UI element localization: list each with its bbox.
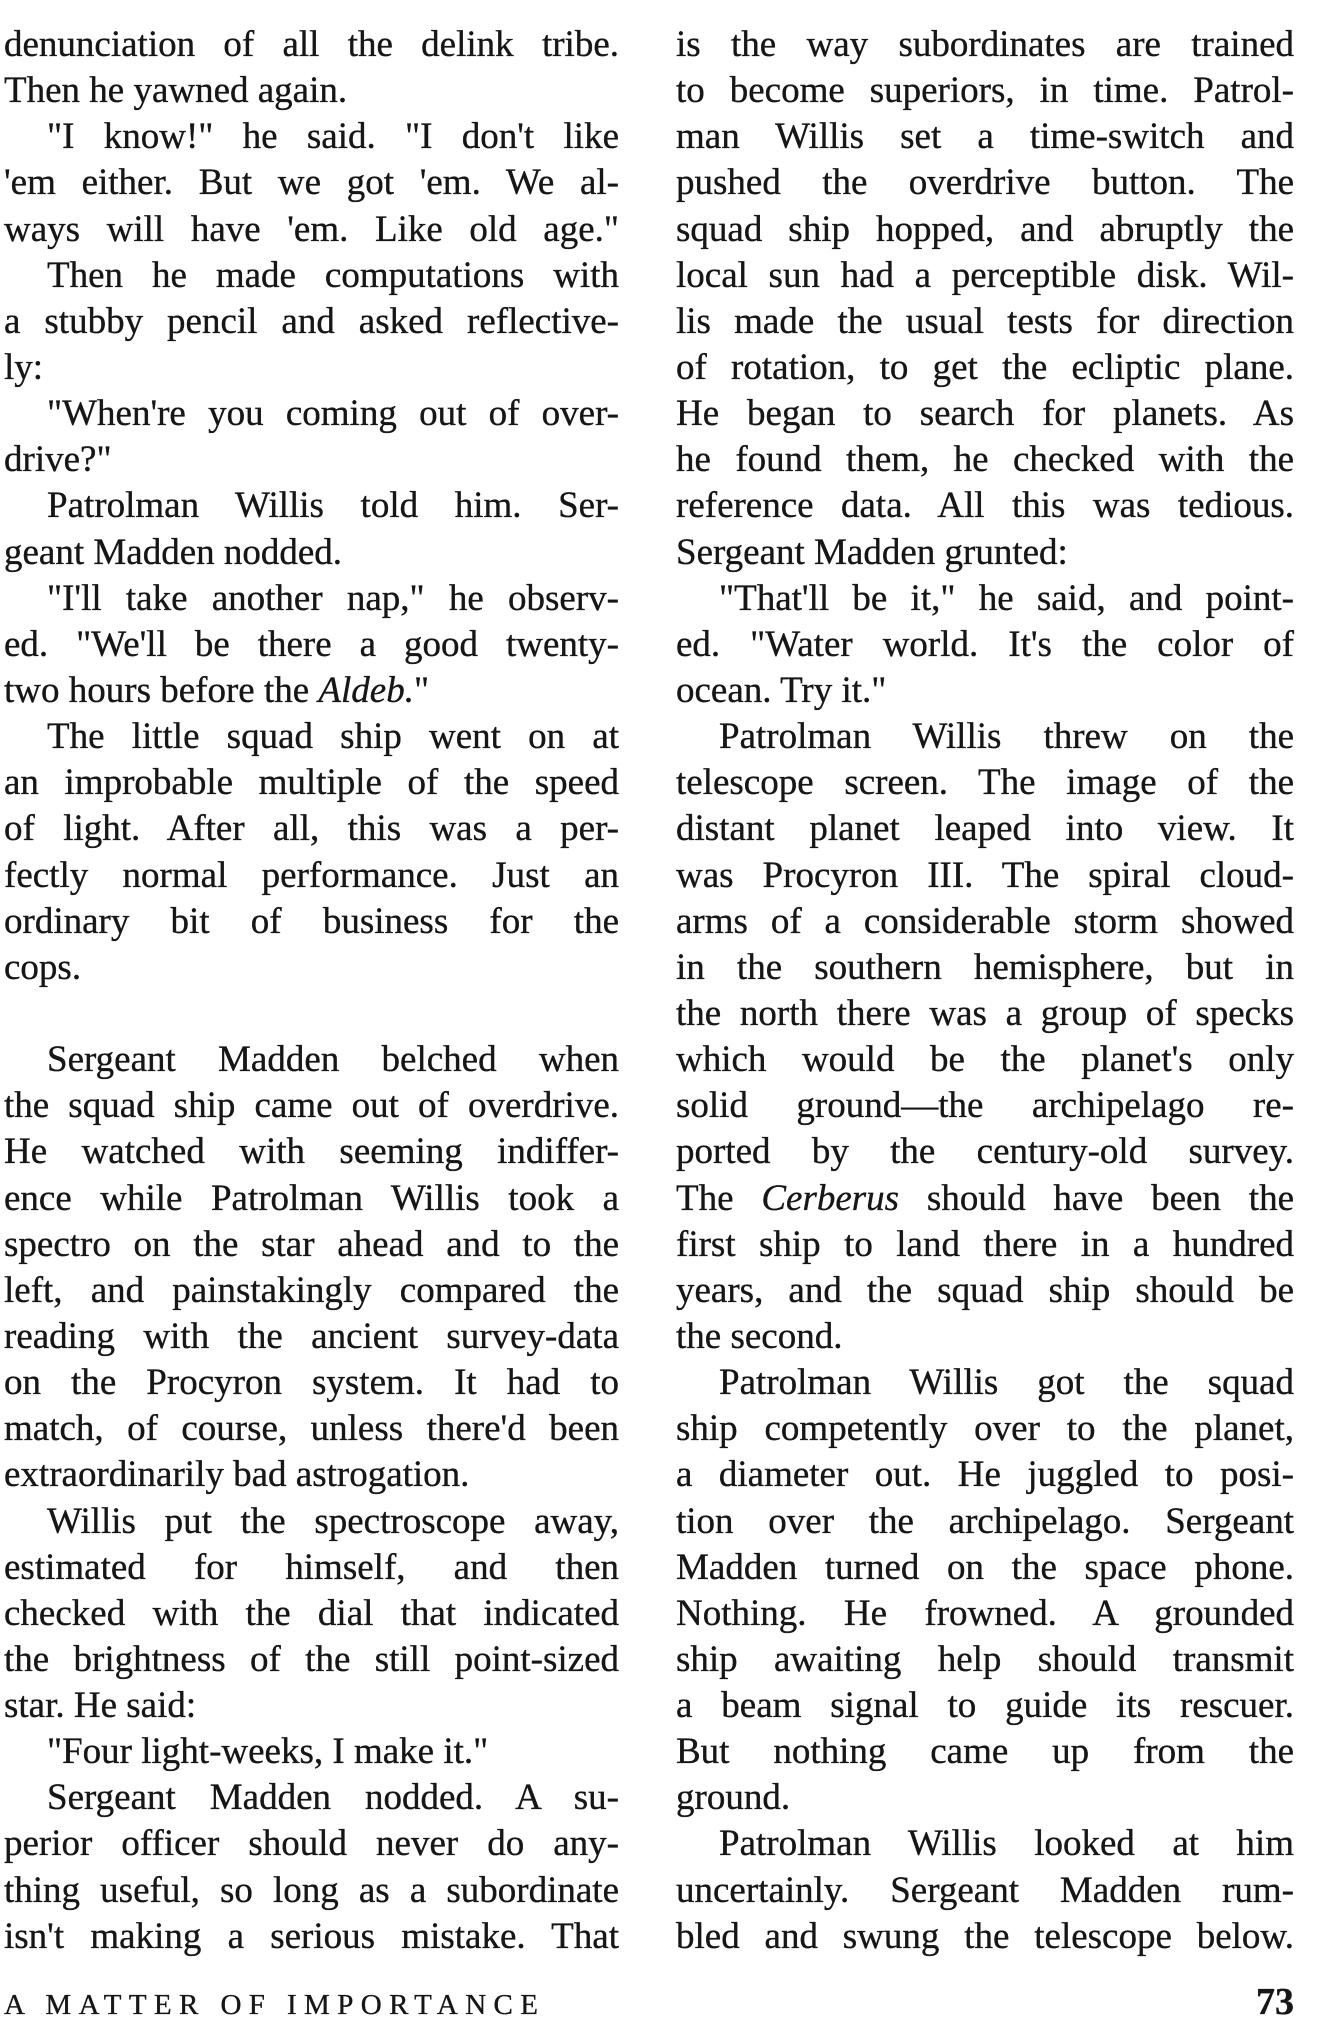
italic-ship-name: Cerberus [761, 1177, 900, 1219]
page-footer [4, 1983, 1294, 2021]
text-line: bled and swung the telescope below. [676, 1915, 1294, 1957]
text-line: of light. After all, this was a per- [4, 808, 619, 850]
text-line: pushed the overdrive button. The [676, 162, 1294, 204]
text-line: isn't making a serious mistake. That [4, 1915, 619, 1957]
left-column [4, 22, 619, 1960]
text-line: distant planet leaped into view. It [676, 808, 1294, 850]
right-column [676, 22, 1294, 1960]
text-line: Then he made computations with [47, 254, 619, 296]
text-line: "I'll take another nap," he observ- [47, 577, 619, 619]
paragraph [4, 1729, 619, 1775]
text-line: in the southern hemisphere, but in [676, 946, 1294, 988]
text-line: the brightness of the still point-sized [4, 1638, 619, 1680]
text-line: spectro on the star ahead and to the [4, 1223, 619, 1265]
section-break [4, 991, 619, 1037]
text-line: checked with the dial that indicated [4, 1592, 619, 1634]
paragraph [676, 22, 1294, 576]
paragraph [676, 714, 1294, 1360]
text-line: estimated for himself, and then [4, 1546, 619, 1588]
text-line: local sun had a perceptible disk. Wil- [676, 254, 1294, 296]
text-line: the squad ship came out of overdrive. [4, 1085, 619, 1127]
text-line: to become superiors, in time. Patrol- [676, 70, 1294, 112]
text-line: lis made the usual tests for direction [676, 300, 1294, 342]
text-line: uncertainly. Sergeant Madden rum- [676, 1869, 1294, 1911]
text-line: He watched with seeming indiffer- [4, 1131, 619, 1173]
text-line: ed. "We'll be there a good twenty- [4, 623, 619, 665]
text-run: should have been the [899, 1177, 1294, 1219]
paragraph [676, 1360, 1294, 1821]
paragraph [4, 22, 619, 114]
text-line: was Procyron III. The spiral cloud- [676, 854, 1294, 896]
text-line: a stubby pencil and asked reflective- [4, 300, 619, 342]
paragraph [4, 714, 619, 991]
text-line: "I know!" he said. "I don't like [47, 116, 619, 158]
text-line: ways will have 'em. Like old age." [4, 208, 619, 250]
text-line: the north there was a group of specks [676, 992, 1294, 1034]
text-line: telescope screen. The image of the [676, 762, 1294, 804]
text-line: years, and the squad ship should be [676, 1269, 1294, 1311]
text-line: perior officer should never do any- [4, 1823, 619, 1865]
paragraph [4, 1499, 619, 1730]
paragraph [4, 576, 619, 714]
paragraph [4, 253, 619, 391]
text-line: Madden turned on the space phone. [676, 1546, 1294, 1588]
text-line: extraordinarily bad astrogation. [4, 1454, 470, 1496]
text-line: an improbable multiple of the speed [4, 762, 619, 804]
text-line: Patrolman Willis got the squad [719, 1362, 1294, 1404]
text-line: a beam signal to guide its rescuer. [676, 1685, 1294, 1727]
text-line: "Four light-weeks, I make it." [47, 1731, 489, 1773]
text-line: Patrolman Willis threw on the [719, 716, 1294, 758]
text-line: Sergeant Madden nodded. A su- [47, 1777, 619, 1819]
text-line: arms of a considerable storm showed [676, 900, 1294, 942]
text-line: reading with the ancient survey-data [4, 1315, 619, 1357]
text-line: a diameter out. He juggled to posi- [676, 1454, 1294, 1496]
text-line: ship awaiting help should transmit [676, 1638, 1294, 1680]
text-line: left, and painstakingly compared the [4, 1269, 619, 1311]
paragraph [4, 483, 619, 575]
text-line: cops. [4, 946, 82, 988]
text-line: drive?" [4, 439, 112, 481]
text-line: man Willis set a time-switch and [676, 116, 1294, 158]
text-line: denunciation of all the delink tribe. [4, 24, 619, 65]
text-run: " [413, 669, 430, 711]
text-line: squad ship hopped, and abruptly the [676, 208, 1294, 250]
text-line: ocean. Try it." [676, 669, 887, 711]
text-line: Sergeant Madden grunted: [676, 531, 1068, 573]
text-run: two hours before the [4, 669, 319, 711]
text-line: is the way subordinates are trained [676, 24, 1294, 65]
paragraph [4, 391, 619, 483]
text-line: the second. [676, 1315, 843, 1357]
text-line: Willis put the spectroscope away, [47, 1500, 619, 1542]
text-line: ship competently over to the planet, [676, 1408, 1294, 1450]
text-line: Then he yawned again. [4, 70, 348, 112]
text-line: ported by the century-old survey. [676, 1131, 1294, 1173]
text-line [4, 668, 619, 714]
text-line: 'em either. But we got 'em. We al- [4, 162, 619, 204]
text-line: He began to search for planets. As [676, 393, 1294, 435]
text-line: "That'll be it," he said, and point- [719, 577, 1294, 619]
text-line: which would be the planet's only [676, 1039, 1294, 1081]
paragraph [4, 1775, 619, 1960]
running-title: A MATTER OF IMPORTANCE [4, 1989, 546, 2021]
text-line: ground. [676, 1777, 791, 1819]
text-line: reference data. All this was tedious. [676, 485, 1294, 527]
text-line [676, 1176, 1294, 1222]
text-line: match, of course, unless there'd been [4, 1408, 619, 1450]
text-line: first ship to land there in a hundred [676, 1223, 1294, 1265]
page-number: 73 [1256, 1981, 1294, 2023]
text-line: "When're you coming out of over- [47, 393, 619, 435]
text-line: geant Madden nodded. [4, 531, 343, 573]
text-line: thing useful, so long as a subordinate [4, 1869, 619, 1911]
text-line: ed. "Water world. It's the color of [676, 623, 1294, 665]
text-line: Patrolman Willis looked at him [719, 1823, 1294, 1865]
text-run: The [676, 1177, 762, 1219]
paragraph [676, 1821, 1294, 1959]
text-line: Patrolman Willis told him. Ser- [47, 485, 619, 527]
text-line: The little squad ship went on at [47, 716, 619, 758]
text-line: fectly normal performance. Just an [4, 854, 619, 896]
paragraph [676, 576, 1294, 714]
text-line: tion over the archipelago. Sergeant [676, 1500, 1294, 1542]
text-line: solid ground—the archipelago re- [676, 1085, 1294, 1127]
text-line: ence while Patrolman Willis took a [4, 1177, 619, 1219]
text-line: Nothing. He frowned. A grounded [676, 1592, 1294, 1634]
text-line: star. He said: [4, 1685, 197, 1727]
text-line: he found them, he checked with the [676, 439, 1294, 481]
text-line: But nothing came up from the [676, 1731, 1294, 1773]
text-line: Sergeant Madden belched when [47, 1039, 619, 1081]
paragraph [4, 114, 619, 252]
text-line: ly: [4, 346, 44, 388]
italic-ship-name: Aldeb. [318, 669, 414, 711]
text-line: of rotation, to get the ecliptic plane. [676, 346, 1294, 388]
paragraph [4, 1037, 619, 1498]
text-line: ordinary bit of business for the [4, 900, 619, 942]
text-line: on the Procyron system. It had to [4, 1362, 619, 1404]
